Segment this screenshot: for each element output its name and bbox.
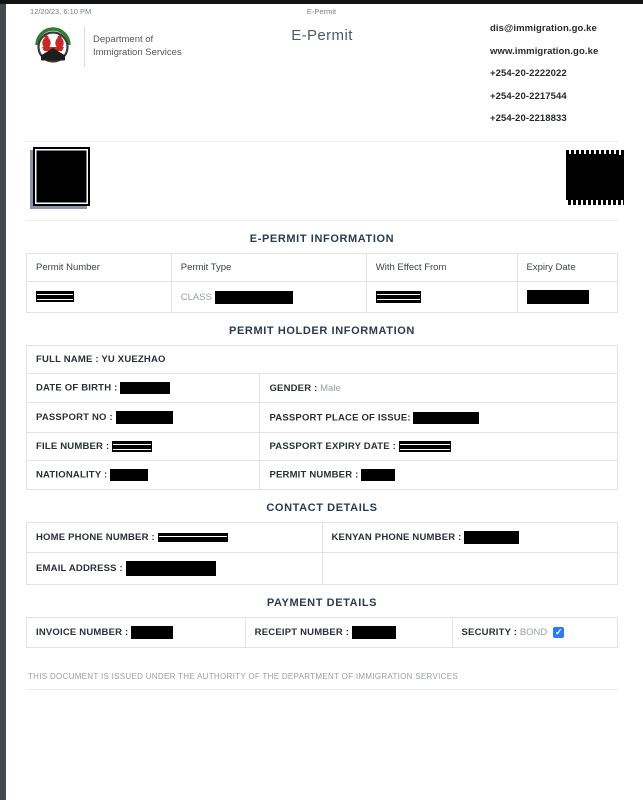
date-of-birth-cell: DATE OF BIRTH :: [27, 374, 260, 403]
print-chrome-row: [0, 4, 643, 19]
org-name-line2: Immigration Services: [93, 47, 182, 58]
permit-number-value: [27, 282, 172, 313]
nationality-cell: NATIONALITY :: [27, 461, 260, 490]
col-expiry-date: Expiry Date: [517, 254, 618, 282]
home-phone-cell: HOME PHONE NUMBER :: [27, 523, 323, 553]
passport-no-cell: PASSPORT NO :: [27, 403, 260, 433]
redaction-bar: [112, 441, 152, 452]
email-address-cell: EMAIL ADDRESS :: [27, 553, 323, 585]
full-name-cell: FULL NAME : YU XUEZHAO: [27, 346, 618, 374]
print-datetime: 12/20/23, 6:10 PM: [30, 7, 92, 16]
org-name-line1: Department of: [93, 34, 154, 46]
redaction-bar: [110, 469, 148, 481]
with-effect-from-value: [366, 282, 517, 313]
holder-row-3: [27, 433, 618, 461]
applicant-photo-redacted: [33, 147, 90, 206]
redaction-bar: [116, 411, 173, 424]
full-name-row: [27, 346, 618, 374]
contact-phone-2: +254-20-2217544: [490, 90, 567, 102]
security-checkbox-checked[interactable]: ✓: [554, 627, 563, 637]
contact-info-block: [490, 23, 618, 136]
redaction-bar: [158, 533, 228, 542]
receipt-number-cell: RECEIPT NUMBER :: [245, 618, 452, 648]
holder-row-2: [27, 403, 618, 433]
redaction-bar: [399, 441, 451, 452]
epermit-info-header-row: [27, 254, 618, 282]
divider-media: [26, 220, 618, 221]
section-heading-contact-details: CONTACT DETAILS: [266, 502, 378, 515]
contact-row-1: [27, 523, 618, 553]
col-permit-type: Permit Type: [171, 254, 366, 282]
redaction-bar: [120, 382, 170, 394]
col-permit-number: Permit Number: [27, 254, 172, 282]
redaction-bar: [464, 531, 519, 544]
contact-email-link[interactable]: dis@immigration.go.ke: [490, 23, 597, 34]
holder-info-table: [26, 345, 618, 490]
redaction-bar: [361, 469, 395, 481]
redaction-bar: [413, 412, 479, 424]
contact-empty-cell: [322, 553, 618, 585]
contact-website-link[interactable]: www.immigration.go.ke: [490, 45, 599, 57]
col-with-effect-from: With Effect From: [366, 254, 517, 282]
file-number-cell: FILE NUMBER :: [27, 433, 260, 461]
passport-expiry-date-cell: PASSPORT EXPIRY DATE :: [260, 433, 618, 461]
holder-row-1: [27, 374, 618, 403]
document-header: [26, 19, 618, 141]
print-doc-title: E-Permit: [306, 7, 337, 16]
kenyan-phone-cell: KENYAN PHONE NUMBER :: [322, 523, 618, 553]
section-heading-payment-details: PAYMENT DETAILS: [266, 597, 378, 610]
full-name-value: YU XUEZHAO: [101, 354, 166, 365]
security-cell: SECURITY : BOND ✓: [452, 618, 618, 648]
epermit-document: [26, 19, 618, 690]
payment-row: [27, 618, 618, 648]
redaction-bar: [131, 626, 173, 639]
contact-details-table: [26, 522, 618, 585]
authority-note: THIS DOCUMENT IS ISSUED UNDER THE AUTHORITY OF THE DEPARTMENT OF IMMIGRATION SERVICES: [28, 672, 458, 682]
section-heading-holder-info: PERMIT HOLDER INFORMATION: [229, 325, 415, 337]
redaction-bar: [126, 561, 216, 576]
holder-row-4: [27, 461, 618, 490]
media-row: [26, 142, 618, 220]
redaction-bar: [215, 291, 293, 304]
redaction-bar: [352, 626, 396, 639]
security-value: BOND: [519, 627, 548, 639]
divider-footer: [26, 689, 618, 690]
redaction-bar: [376, 291, 421, 303]
gender-value: Male: [320, 382, 341, 394]
permit-number-cell: PERMIT NUMBER :: [260, 461, 618, 490]
epermit-info-table: [26, 253, 618, 313]
page-edge-strip: [0, 4, 6, 800]
epermit-info-value-row: [27, 282, 618, 313]
payment-details-table: [26, 617, 618, 648]
contact-phone-3: +254-20-2218833: [490, 113, 567, 124]
redaction-bar: [36, 291, 74, 302]
qr-code-redacted: [566, 150, 624, 205]
contact-phone-1: +254-20-2222022: [490, 68, 567, 79]
redaction-bar: [527, 290, 589, 304]
gender-cell: GENDER : Male: [260, 374, 618, 403]
contact-row-2: [27, 553, 618, 585]
expiry-date-value: [517, 282, 618, 313]
page-title: E-Permit: [291, 27, 353, 44]
section-heading-epermit-info: E-PERMIT INFORMATION: [249, 233, 395, 245]
invoice-number-cell: INVOICE NUMBER :: [27, 618, 246, 648]
permit-type-value: CLASS: [171, 282, 366, 313]
passport-place-of-issue-cell: PASSPORT PLACE OF ISSUE:: [260, 403, 618, 433]
